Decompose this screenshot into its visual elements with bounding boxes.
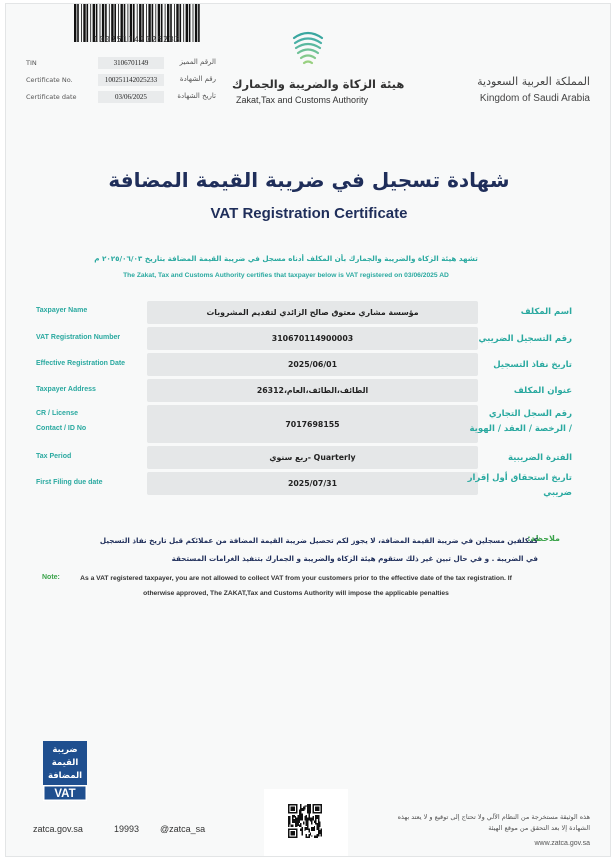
meta-value: 100251142025233 <box>98 74 164 86</box>
meta-value: 3106701149 <box>98 57 164 69</box>
meta-label-en: Certificate No. <box>26 76 73 84</box>
field-label-ar: عنوان المكلف <box>513 386 572 396</box>
authority-name-ar: هيئة الزكاة والضريبة والجمارك <box>232 77 405 91</box>
field-label-ar: رقم التسجيل الضريبي <box>478 334 572 344</box>
kingdom-name-ar: المملكة العربية السعودية <box>477 75 590 88</box>
vat-logo <box>43 741 87 801</box>
field-value: مؤسسة مشاري معتوق صالح الزائدي لتقديم المشروبات <box>147 301 478 324</box>
vat-logo-en: VAT <box>54 788 76 800</box>
certificate-title-ar: شهادة تسجيل في ضريبة القيمة المضافة <box>108 168 510 192</box>
meta-label-ar: تاريخ الشهادة <box>177 92 216 100</box>
field-label-en: CR / License Contact / ID No <box>36 410 87 432</box>
note-label-en: Note: <box>42 574 60 581</box>
certificate-page <box>5 3 611 857</box>
field-label-ar: رقم السجل التجاري / الرخصة / العقد / الهوية <box>469 409 572 434</box>
meta-label-en: Certificate date <box>26 93 77 101</box>
field-label-en: Taxpayer Address <box>36 386 96 393</box>
meta-tin <box>26 56 216 70</box>
certify-statement-en: The Zakat, Tax and Customs Authority certifies that taxpayer below is VAT registered on 03/06/2025 AD <box>123 272 449 279</box>
field-label-en: Taxpayer Name <box>36 307 88 314</box>
field-label-en: Effective Registration Date <box>36 360 126 367</box>
field-label-ar: تاريخ نفاذ التسجيل <box>493 360 572 370</box>
authority-name-en: Zakat,Tax and Customs Authority <box>236 95 369 105</box>
field-value: 2025/07/31 <box>147 472 478 495</box>
meta-value: 03/06/2025 <box>98 91 164 103</box>
field-value: 7017698155 <box>147 405 478 443</box>
zatca-logo-icon <box>288 26 328 68</box>
field-value: ربع سنوي- Quarterly <box>147 446 478 469</box>
meta-label-ar: رقم الشهادة <box>179 75 216 83</box>
note-label-ar: ملاحظة: <box>527 534 560 543</box>
field-label-ar: اسم المكلف <box>520 307 572 317</box>
field-value: 2025/06/01 <box>147 353 478 376</box>
field-value: 310670114900003 <box>147 327 478 350</box>
vat-logo-ar-line: ضريبة <box>52 745 78 755</box>
certificate-title-en: VAT Registration Certificate <box>210 205 408 222</box>
vat-logo-ar-line: المضافة <box>47 771 83 781</box>
note-text-ar: كمكلفين مسجلين في ضريبة القيمة المضافة، لا يجوز لكم تحصيل ضريبة القيمة المضافة من عملائكم قبل تاريخ نفاذ التسجيل في الضريبة . و في حال تبين غير ذلك ستقوم هيئة الزكاة والضريبة و الجمارك بتنفيذ الغرامات المستحقة <box>99 536 538 563</box>
field-value: الطائف،الطائف،العام،26312 <box>147 379 478 402</box>
field-label-ar: الفترة الضريبية <box>507 453 572 463</box>
meta-certificate-date <box>26 90 216 104</box>
footer-disclaimer-ar: هذه الوثيقة مستخرجة من النظام الآلي ولا تحتاج إلى توقيع و لا يعتد بهذه الشهادة إلا بعد التحقق من موقع الهيئة <box>397 813 590 832</box>
field-label-en: VAT Registration Number <box>36 334 121 341</box>
note-text-en: As a VAT registered taxpayer, you are not allowed to collect VAT from your customers prior to the effective date of the tax registration. If otherwise approved, The ZAKAT,Tax and Customs Authority will impose the applicable penalties <box>80 575 512 597</box>
meta-label-ar: الرقم المميز <box>179 58 216 66</box>
footer-website: zatca.gov.sa <box>33 824 83 834</box>
kingdom-name-en: Kingdom of Saudi Arabia <box>479 93 590 104</box>
footer-website-full: www.zatca.gov.sa <box>534 840 590 847</box>
meta-certificate-no <box>26 73 216 87</box>
barcode-number: 100251142025233 <box>93 35 181 44</box>
field-label-ar: تاريخ استحقاق أول إقرار ضريبي <box>467 473 572 498</box>
field-label-en: First Filing due date <box>36 479 103 486</box>
vat-logo-ar-line: القيمة <box>51 758 79 768</box>
meta-label-en: TIN <box>26 59 37 67</box>
certify-statement-ar: تشهد هيئة الزكاة والضريبة والجمارك بأن المكلف أدناه مسجل في ضريبة القيمة المضافة بتاريخ ٢٠٢٥/٠٦/٠٣ م <box>94 254 478 263</box>
field-label-en: Tax Period <box>36 453 72 460</box>
footer-social-handle: @zatca_sa <box>160 824 206 834</box>
qr-code-icon <box>288 804 322 838</box>
footer-phone: 19993 <box>114 824 140 834</box>
qr-code-panel <box>264 789 348 857</box>
